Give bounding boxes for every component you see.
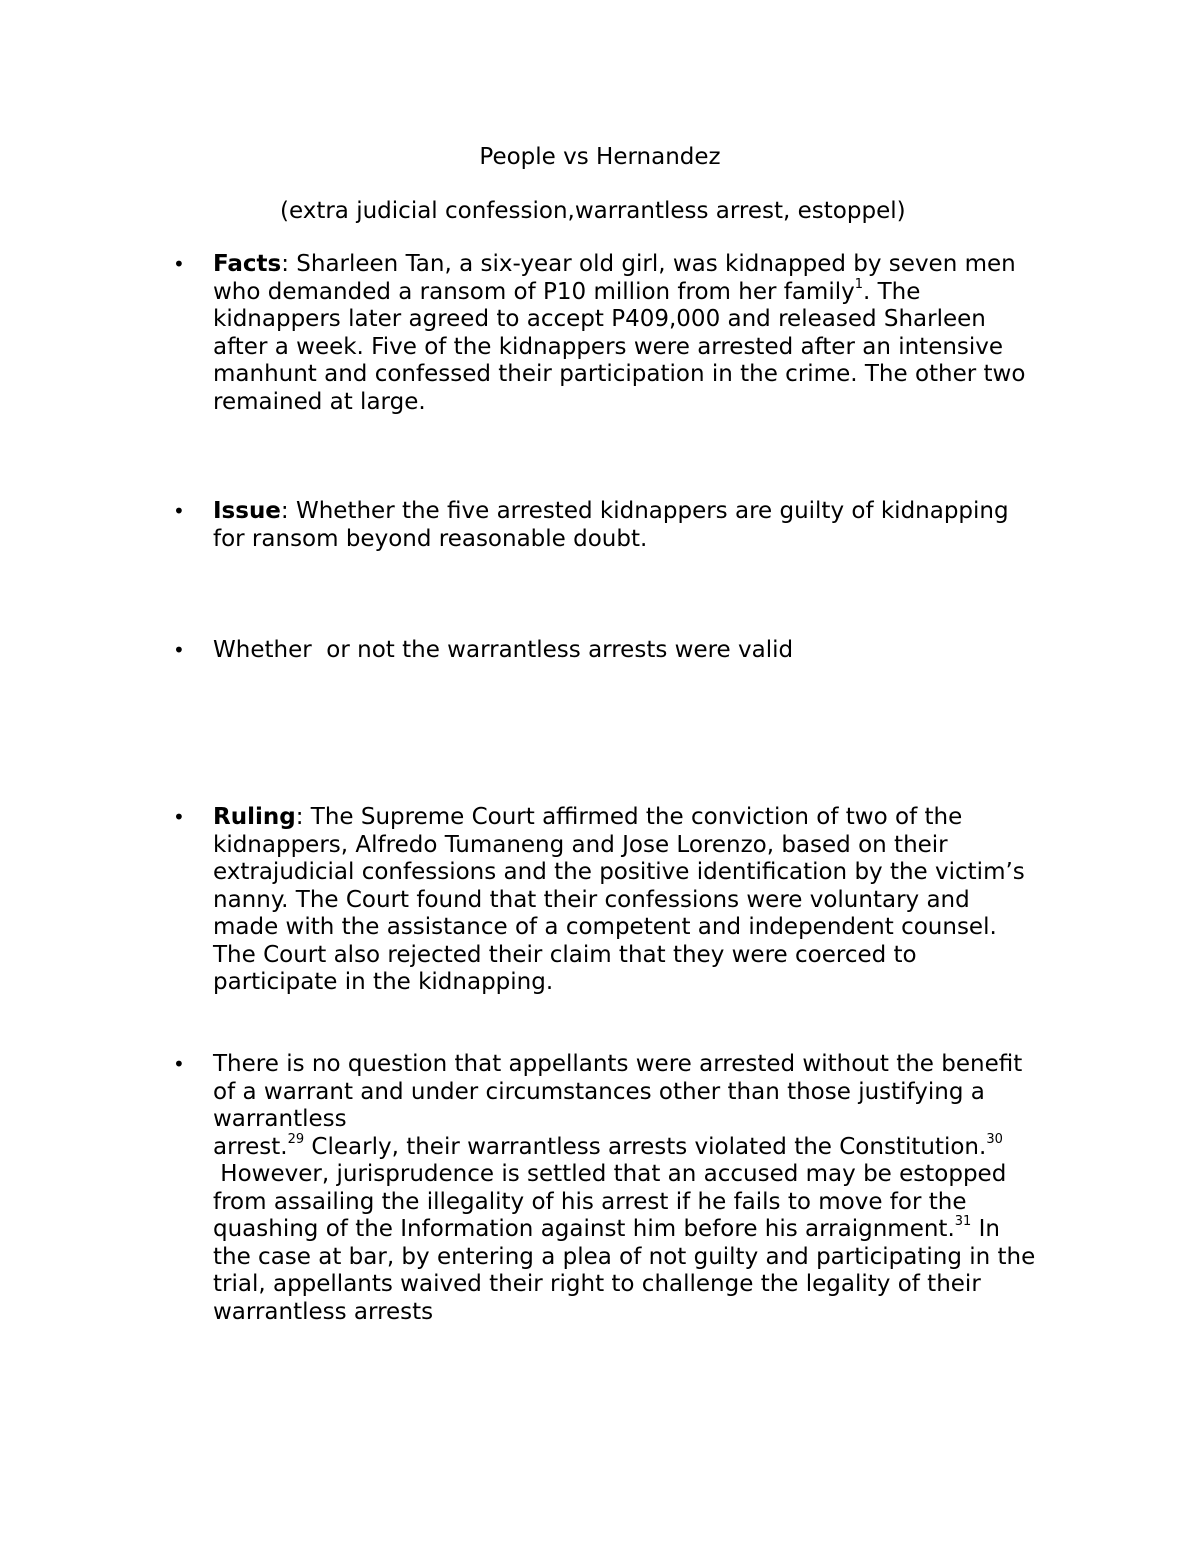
issue-label: Issue [213,498,281,524]
issue2-item [173,637,1073,665]
issue-line-2: for ransom beyond reasonable doubt. [213,525,648,552]
ruling-line-2: kidnappers, Alfredo Tumaneng and Jose Lorenzo, based on their [213,831,948,858]
facts-line-5: manhunt and confessed their participation in the crime. The other two [213,361,1026,387]
ruling-line-4: nanny. The Court found that their confessions were voluntary and [213,886,970,913]
page-subtitle: (extra judicial confession,warrantless arrest, estoppel) [280,198,906,224]
estoppel-line-2: of a warrant and under circumstances other than those justifying a [213,1078,985,1105]
issue2-text: Whether or not the warrantless arrests were valid [213,637,794,663]
ruling-line-6: The Court also rejected their claim that they were coerced to [213,941,917,968]
bullet-icon: • [173,638,185,662]
issue-line-1: Issue: Whether the five arrested kidnappers are guilty of kidnapping [213,498,1009,524]
footnote-ref: 30 [986,1131,1003,1147]
facts-line-2: who demanded a ransom of P10 million from her family$^1$. The [213,276,921,305]
facts-label: Facts [213,251,282,277]
facts-line-4: after a week. Five of the kidnappers were arrested after an intensive [213,333,1004,360]
bullet-icon: • [173,1052,185,1076]
page-title: People vs Hernandez [479,144,721,170]
bullet-icon: • [173,252,185,276]
ruling-line-3: extrajudicial confessions and the positive identification by the victim’s [213,859,1025,885]
bullet-icon: • [173,499,185,523]
ruling-line-7: participate in the kidnapping. [213,969,554,995]
estoppel-line-10: warrantless arrests [213,1298,434,1325]
footnote-ref: 31 [954,1214,972,1230]
ruling-line-1: Ruling: The Supreme Court affirmed the conviction of two of the [213,804,963,830]
ruling-line-5: made with the assistance of a competent and independent counsel. [213,914,997,940]
estoppel-line-4: arrest.$^{29}$ Clearly, their warrantless arrests violated the Constitution.$^{30}$ [213,1131,1003,1160]
estoppel-line-9: trial, appellants waived their right to challenge the legality of their [213,1271,981,1297]
estoppel-line-8: the case at bar, by entering a plea of not guilty and participating in the [213,1243,1036,1270]
issue-item [173,498,1073,553]
facts-line-3: kidnappers later agreed to accept P409,000 and released Sharleen [213,306,986,332]
facts-line-6: remained at large. [213,388,426,415]
footnote-ref: 29 [287,1131,305,1147]
estoppel-line-5: However, jurisprudence is settled that an accused may be estopped [213,1161,1007,1187]
facts-item [173,251,1073,416]
estoppel-line-1: There is no question that appellants were arrested without the benefit [213,1051,1023,1077]
estoppel-item [173,1051,1073,1326]
ruling-label: Ruling [213,804,296,830]
ruling-item [173,804,1073,997]
estoppel-line-6: from assailing the illegality of his arrest if he fails to move for the [213,1188,967,1215]
footnote-ref: 1 [854,276,864,292]
estoppel-line-7: quashing of the Information against him before his arraignment.$^{31}$ In [213,1214,1000,1242]
bullet-icon: • [173,805,185,829]
estoppel-line-3: warrantless [213,1106,347,1132]
facts-line-1: Facts: Sharleen Tan, a six-year old girl, was kidnapped by seven men [213,251,1016,277]
